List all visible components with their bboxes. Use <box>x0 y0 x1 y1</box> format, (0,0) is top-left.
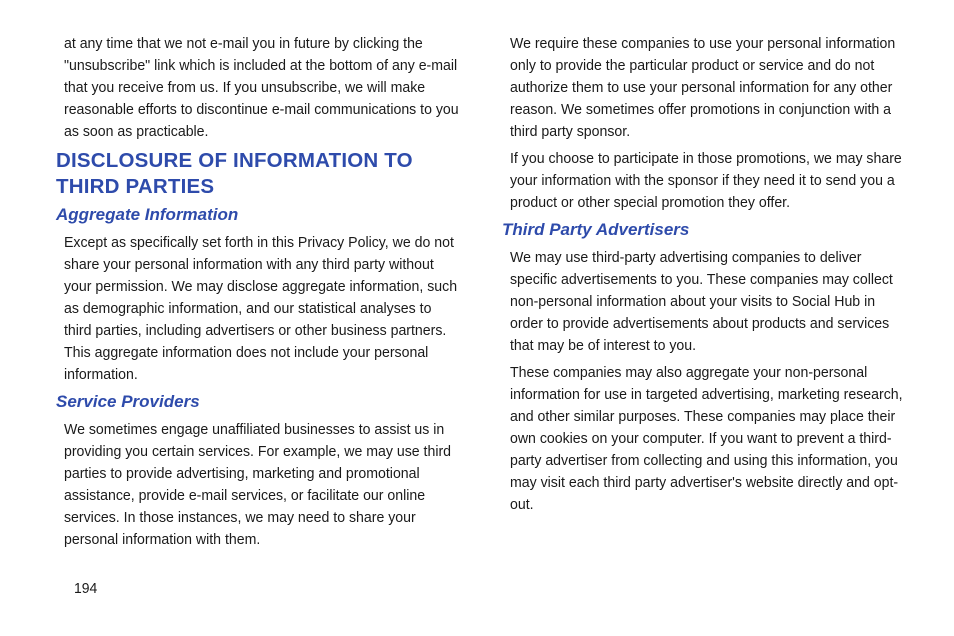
advertisers-paragraph-1: We may use third-party advertising companies to deliver specific advertisements to you. These companies may collect non-personal information about your visits to Social Hub in order to provide advertisements about products and services that may be of interest to you. <box>510 249 893 354</box>
advertisers-paragraph-2: These companies may also aggregate your non-personal information for use in targeted advertising, marketing research, and other similar purposes. These companies may place their own cookies on your computer. If you want to prevent a third-party advertiser from collecting and using this information, you may visit each third party advertiser's website directly and opt-out. <box>510 364 903 513</box>
service-providers-paragraph: We sometimes engage unaffiliated businesses to assist us in providing you certain services. For example, we may use third parties to provide advertising, marketing and promotional assistance, provide e-mail services, or facilitate our online services. In those instances, we may need to share your personal information with them. <box>64 421 452 548</box>
intro-paragraph: at any time that we not e-mail you in future by clicking the "unsubscribe" link which is included at the bottom of any e-mail that you receive from us. If you unsubscribe, we will make reasonable efforts to discontinue e-mail communications to you as soon as practicable. <box>64 35 459 140</box>
right-column <box>502 33 910 521</box>
aggregate-paragraph: Except as specifically set forth in this Privacy Policy, we do not share your personal information with any third party without your permission. We may disclose aggregate information, such as demographic information, and our statistical analyses to third parties, including advertisers or other business partners. This aggregate information does not include your personal information. <box>64 234 458 383</box>
section-title: DISCLOSURE OF INFORMATION TO THIRD PARTIES <box>56 149 413 198</box>
companies-paragraph: We require these companies to use your personal information only to provide the particular product or service and do not authorize them to use your personal information for any other reason. We sometimes offer promotions in conjunction with a third party sponsor. <box>510 35 896 140</box>
advertisers-heading: Third Party Advertisers <box>502 220 690 239</box>
page-number: 194 <box>74 580 98 597</box>
promotions-paragraph: If you choose to participate in those promotions, we may share your information with the sponsor if they need it to send you a product or other special promotion they offer. <box>510 150 902 211</box>
aggregate-heading: Aggregate Information <box>56 205 239 224</box>
left-column <box>56 33 464 556</box>
service-providers-heading: Service Providers <box>56 392 200 411</box>
